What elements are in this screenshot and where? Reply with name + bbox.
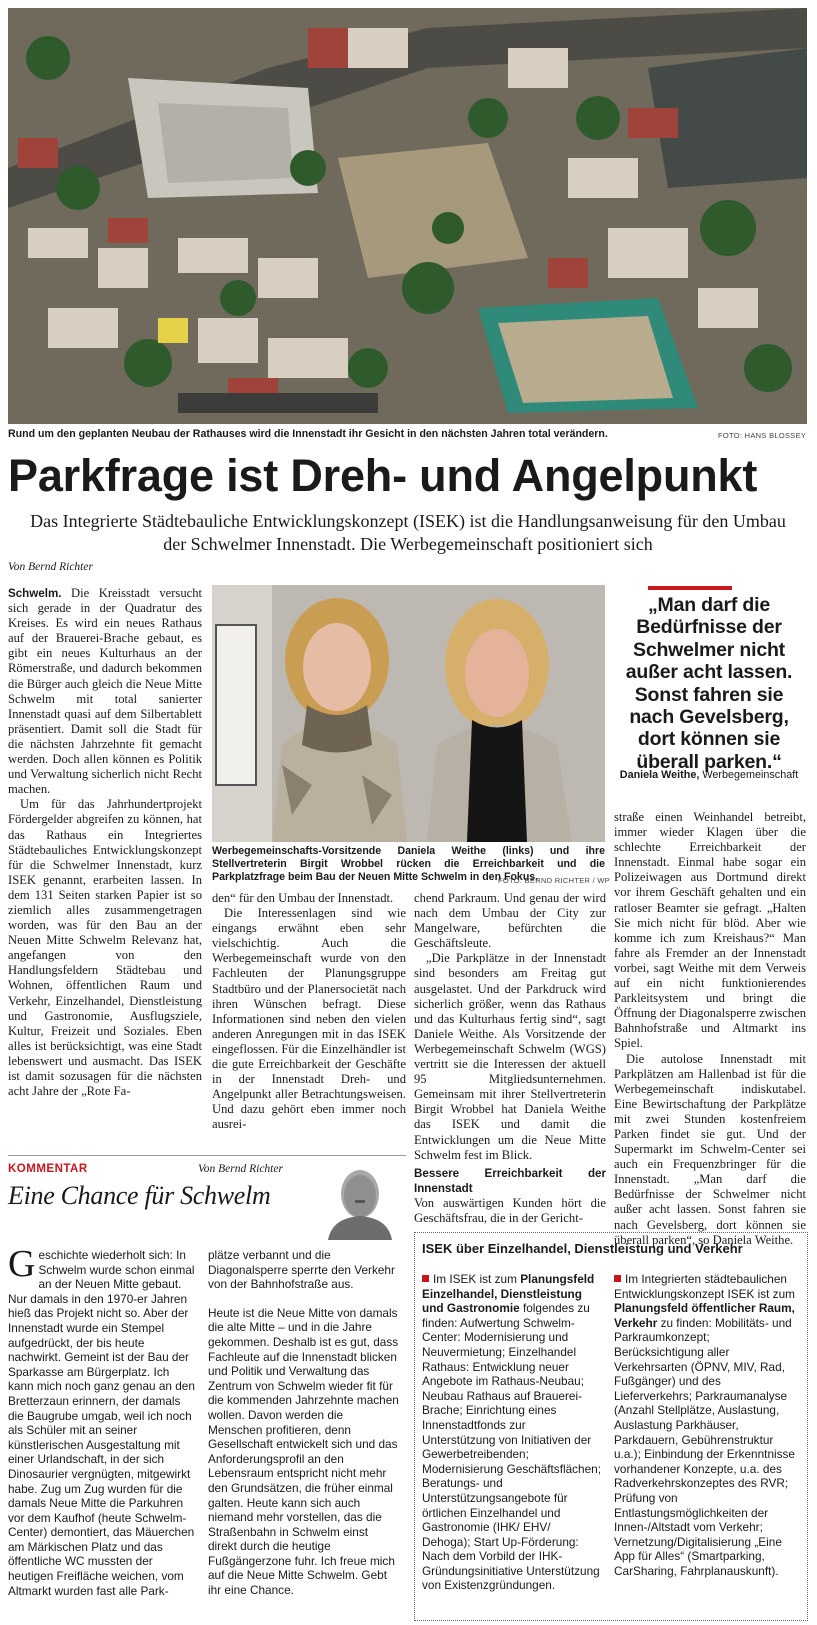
subheading: Bessere Erreichbarkeit der Innenstadt	[414, 1166, 606, 1195]
two-women-image	[212, 585, 605, 842]
kommentar-byline: Von Bernd Richter	[198, 1163, 283, 1175]
article-column-4: straße einen Weinhandel betreibt, immer wieder Klagen über die schlechte Erreichbarkeit der Innenstadt. Einmal habe sogar ein Polizeiwagen aus Dortmund direkt vor ihrem Geschäft gehalten und ein ratloser Beamter sie gefragt. „Halten Sie mich nicht für blöd. Aber wie komme ich zum Kreishaus?“ Man fahre als Fremder an der Innenstadt vorbei, sagt Weithe mit dem Verweis auf ein nicht funktionierendes Parkleitsystem und bringt die Öffnung der Diagonalsperre zwischen Bahnhofstraße und Altmarkt ins Spiel. Die autolose Innenstadt mit Parkplätzen am Hallenbad ist für die Werbegemeinschaft indiskutabel. Eine Bewirtschaftung der Parkplätze mit zwei Stunden kostenfreiem Parken findet sie gut. Und der Supermarkt im Schwelm-Center sei auch ein Frequenzbringer für die Innenstadt. „Man darf die Bedürfnisse der Schwelmer nicht außer acht lassen. Sonst fahren sie nach Gevelsberg, dort können sie überall parken“, so Daniela Weithe.	[614, 810, 806, 1247]
author-photo-image	[322, 1160, 398, 1240]
info-box-left: Im ISEK ist zum Planungsfeld Einzelhandel, Dienstleistung und Gastronomie folgendes zu finden: Aufwertung Schwelm-Center: Modernisierung und Neuvermietung; Einzelhandel Rathaus: Entwicklung neuer Angebote im Rathaus-Neubau; Neubau Rathaus auf Brauerei-Brache; Einrichtung eines Innenstadtfonds zur Unterstützung von Initiativen der Gewerbetreibenden; Modernisierung Geschäftsflächen; Beratungs- und Unterstützungsangebote für örtlichen Einzelhandel und Gastronomie (IHK/ EHV/ Dehoga); Start Up-Förderung: Nach dem Vorbild der IHK-Gründungsinitiative Unterstützung von Existenzgründungen.	[422, 1272, 602, 1593]
quote-accent-line	[648, 586, 732, 590]
photo-caption: Werbegemeinschafts-Vorsitzende Daniela Weithe (links) und ihre Stellvertreterin Birgit Wrobbel rücken die Erreichbarkeit und die Parkplatzfrage beim Bau der Neuen Mitte Schwelm in den Fokus.	[212, 845, 605, 883]
article-column-3: chend Parkraum. Und genau der wird nach dem Umbau der City zur Mangelware, befürchten die Geschäftsleute. „Die Parkplätze in der Innenstadt sind besonders am Freitag gut ausgelastet. Und der Parkdruck wird sicherlich größer, wenn das Rathaus und das Kulturhaus fertig sind“, sagt Daniele Weithe. Als Vorsitzende der Werbegemeinschaft Schwelm (WGS) vertritt sie die Interessen der aktuell 95 Mitgliedsunternehmen. Gemeinsam mit ihrer Stellvertreterin Birgit Wrobbel hat Daniela Weithe das ISEK und damit die Entwicklungen um die Neue Mitte Schwelm fest im Blick. Bessere Erreichbarkeit der Innenstadt Von auswärtigen Kunden hört die Geschäftsfrau, die in der Gericht-	[414, 891, 606, 1225]
dateline: Schwelm.	[8, 587, 62, 600]
headline: Parkfrage ist Dreh- und Angelpunkt	[8, 450, 758, 501]
pull-quote: „Man darf die Bedürfnisse der Schwelmer nicht außer acht lassen. Sonst fahren sie nach Gevelsberg, dort können sie überall parken.“	[625, 594, 793, 773]
photo-credit: FOTO: BERND RICHTER / WP	[498, 876, 611, 885]
aerial-city-image	[8, 8, 807, 424]
kommentar-title: Eine Chance für Schwelm	[8, 1181, 271, 1210]
info-box-title: ISEK über Einzelhandel, Dienstleistung und Verkehr	[422, 1241, 743, 1256]
drop-cap: G	[8, 1243, 36, 1285]
subheadline: Das Integrierte Städtebauliche Entwicklungskonzept (ISEK) ist die Handlungsanweisung für den Umbau der Schwelmer Innenstadt. Die Werbegemeinschaft positioniert sich	[30, 511, 786, 554]
article-column-2: den“ für den Umbau der Innenstadt. Die Interessenlagen sind wie eingangs erwähnt eben sehr vielschichtig. Auch die Werbegemeinschaft wurde von den Fachleuten der Planungsgruppe Stadtbüro und der Planersocietät nach ihren Wünschen befragt. Diese Informationen sind neben den vielen anderen Anregungen mit in das ISEK eingeflossen. Für die Einzelhändler ist die gute Erreichbarkeit der Geschäfte in der Innenstadt Dreh- und Angelpunkt aller Betrachtungsweisen. Und dazu gehört eben immer noch ausrei-	[212, 891, 406, 1132]
article-column-1: Schwelm. Die Kreisstadt versucht sich gerade in der Quadratur des Kreises. Es wird ein neues Rathaus auf der Brauerei-Brache gebaut, es gibt ein neues Kulturhaus an der Römerstraße, und dadurch bekommen die Bürger auch gleich die Neue Mitte Schwelm mit total sanierter Innenstadt quasi auf dem Silbertablett präsentiert. Damit soll die Stadt für die nächsten Jahrzehnte fit gemacht werden. Doch allen können es Politik und Verwaltung sicherlich nicht Recht machen. Um für das Jahrhundertprojekt Fördergelder abgreifen zu können, hat das Rathaus ein Integriertes Städtebauliches Entwicklungskonzept für die Schwelmer Innenstadt, kurz ISEK genannt, erarbeiten lassen. In dem 131 Seiten starken Papier ist so ziemlich alles zusammengetragen worden, was für den Bau an der Neuen Mitte Schwelm Relevanz hat, angefangen von den Handlungsfeldern Städtebau und Wohnen, öffentlichen Raum und Verkehr, Einzelhandel, Dienstleistung und Gastronomie, Ausflugsziele, Kultur, Freizeit und Soziales. Eben alles ist berücksichtigt, was eine Stadt lebenswert und ausmacht. Das ISEK ist damit sozusagen für die nächsten acht Jahre der „Rote Fa-	[8, 586, 202, 1099]
kommentar-label: KOMMENTAR	[8, 1163, 88, 1175]
bullet-marker	[422, 1275, 429, 1282]
bullet-marker	[614, 1275, 621, 1282]
byline: Von Bernd Richter	[8, 561, 93, 573]
info-box-right: Im Integrierten städtebaulichen Entwicklungskonzept ISEK ist zum Planungsfeld öffentlicher Raum, Verkehr zu finden: Mobilitäts- und Parkraumkonzept; Berücksichtigung aller Verkehrsarten (ÖPNV, MIV, Rad, Fußgänger) und des Lieferverkehrs; Parkraumanalyse (Anzahl Stellplätze, Auslastung, Auslastung Parkhäuser, Parkdauern, Gebührenstruktur u.a.); Einbindung der Erkenntnisse vorhandener Konzepte, u.a. des Radverkehrskonzeptes des RVR; Prüfung von Entlastungsmöglichkeiten der Innen-/Altstadt vom Verkehr; Vernetzung/Digitalisierung „Eine App für Alles“ (Smartparking, CarSharing, Fahrplanauskunft).	[614, 1272, 795, 1578]
portrait-photo	[212, 585, 605, 842]
kommentar-rule	[8, 1155, 406, 1156]
author-portrait	[322, 1160, 398, 1240]
kommentar-column-1: Geschichte wiederholt sich: In Schwelm wurde schon einmal an der Neuen Mitte gebaut. Nur damals in den 1970-er Jahren hieß das Projekt nicht so. Aber der Innenstadt wurde ein Stempel aufgedrückt, der bis heute nachwirkt. Gemeint ist der Bau der Sparkasse am Bürgerplatz. Ich kann mich noch ganz genau an den Bretterzaun erinnern, der damals die Baugrube umgab, weil ich noch als Schüler mit an seiner künstlerischen Ausgestaltung mit einer Urlandschaft, in der sich Dinosaurier vergnügten, mitgewirkt habe. Zug um Zug wurden für die damals Neue Mitte die Parkuhren vor dem Kaufhof (heute Schwelm-Center) demontiert, das Mäuerchen am Märkischen Platz und das öffentliche WC mussten der heutigen Freifläche weichen, vom Altmarkt wurden fast alle Park-	[8, 1243, 195, 1598]
hero-caption: Rund um den geplanten Neubau der Rathauses wird die Innenstadt ihr Gesicht in den nächsten Jahren total verändern.	[8, 428, 608, 440]
kommentar-column-2: plätze verbannt und die Diagonalsperre sperrte den Verkehr von der Bahnhofstraße aus. Heute ist die Neue Mitte von damals die alte Mitte – und in die Jahre gekommen. Deshalb ist es gut, dass Fachleute auf die Innenstadt blicken und Politik und Verwaltung das Zentrum von Schwelm wieder fit für die kommenden Jahrzehnte machen wollen. Davon werden die Menschen profitieren, denn Gesellschaft entwickelt sich und das Anforderungsprofil an den Lebensraum entspricht nicht mehr den Grundsätzen, die früher einmal galten. Heute kann sich auch niemand mehr vorstellen, das die Straßenbahn in Schwelm einst direkt durch die heutige Fußgängerzone fuhr. Ich freue mich auf die Neue Mitte Schwelm. Gebt ihr eine Chance.	[208, 1248, 399, 1598]
hero-credit: FOTO: HANS BLOSSEY	[718, 431, 807, 440]
quote-attribution: Daniela Weithe, Werbegemeinschaft	[619, 769, 799, 781]
aerial-photo	[8, 8, 807, 424]
